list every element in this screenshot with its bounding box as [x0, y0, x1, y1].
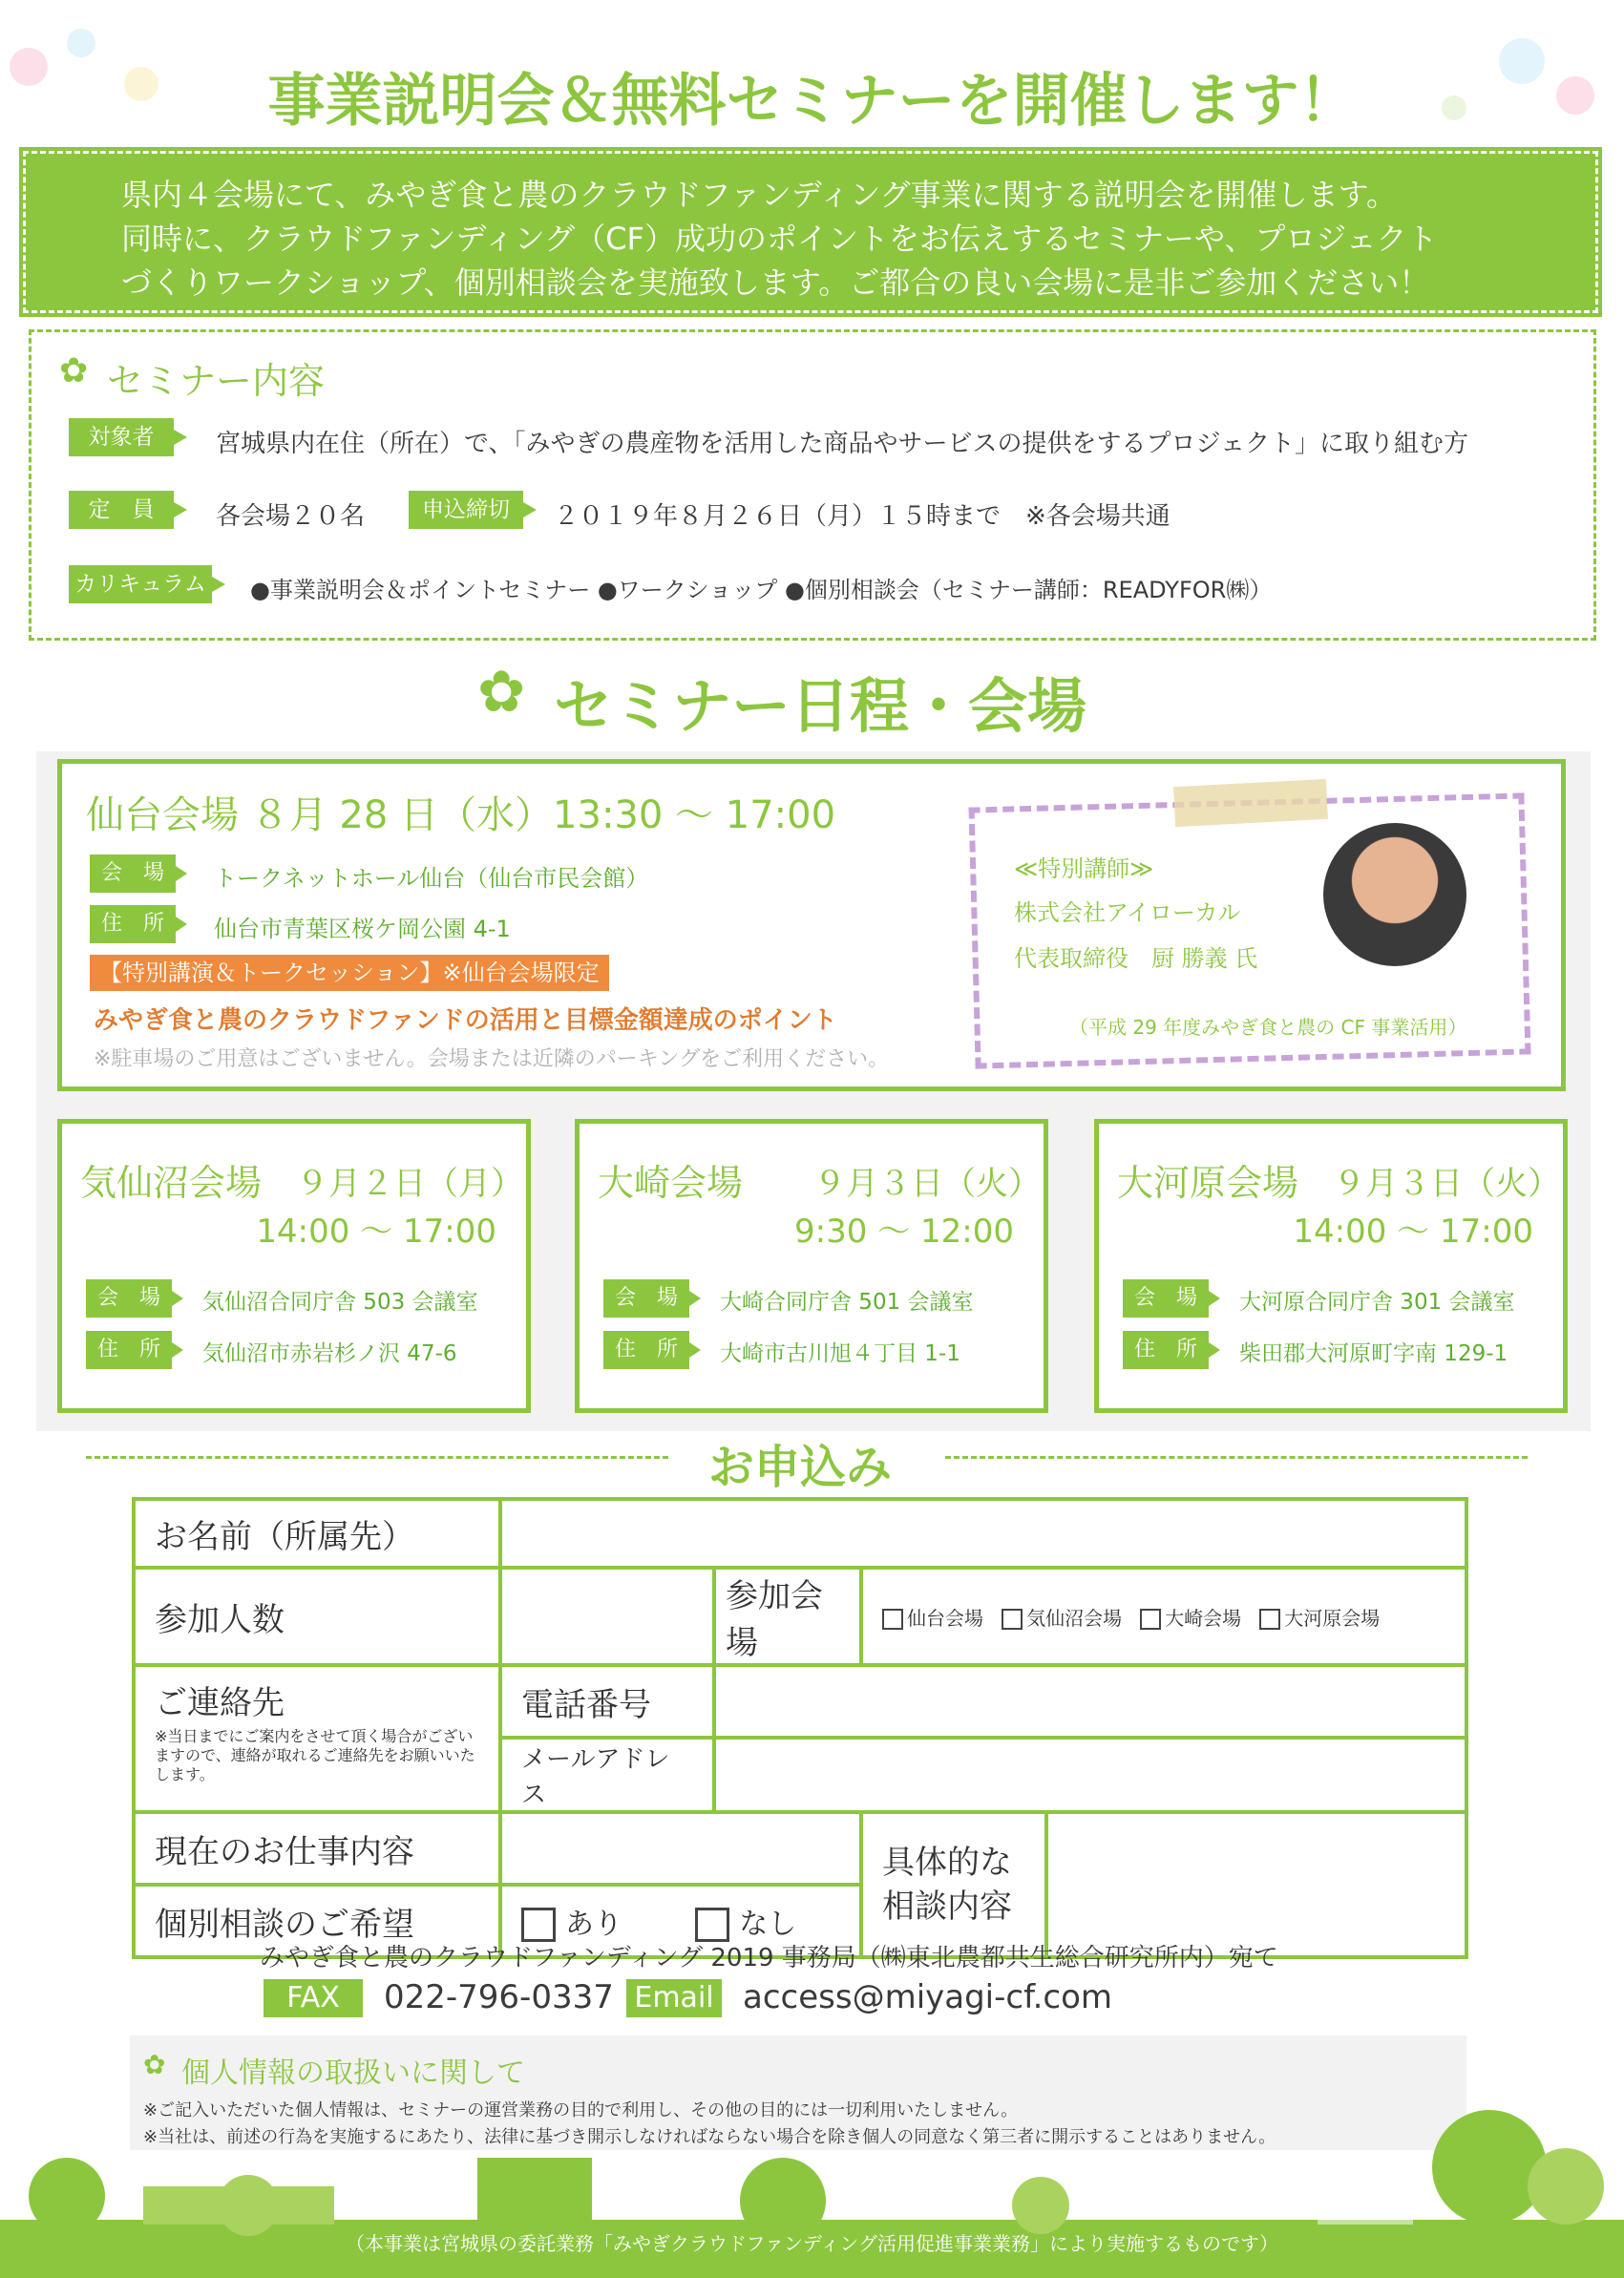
venue-date: ９月２日（月）: [296, 1165, 523, 1203]
details-label-1: 具体的な: [882, 1844, 1012, 1882]
contact-note: ※当日までにご案内をさせて頂く場合がございますので、連絡が取れるご連絡先をお願いいたします。: [155, 1727, 475, 1783]
venue-address: 気仙沼市赤岩杉ノ沢 47-6: [202, 1341, 457, 1366]
venue-hall-label: 会 場: [86, 1279, 172, 1318]
leaf-icon: ✿: [59, 351, 89, 390]
sendai-venue-label: 会 場: [90, 854, 176, 893]
venue-time: 9:30 ～ 12:00: [794, 1213, 1014, 1251]
venue-hall-label: 会 場: [1123, 1279, 1209, 1318]
privacy-heading: 個人情報の取扱いに関して: [181, 2057, 525, 2090]
lecturer-company: 株式会社アイローカル: [1014, 899, 1241, 926]
parking-note: ※駐車場のご用意はございません。会場または近隣のパーキングをご利用ください。: [94, 1047, 890, 1071]
details-label-2: 相談内容: [882, 1888, 1012, 1926]
consult-yes-checkbox[interactable]: あり: [521, 1908, 622, 1941]
name-label: お名前（所属先）: [134, 1499, 500, 1568]
divider-right: [945, 1456, 1528, 1459]
venue-address-label: 住 所: [603, 1331, 689, 1369]
privacy-line-2: ※当社は、前述の行為を実施するにあたり、法律に基づき開示しなければならない場合を除き個人の同意なく第三者に開示することはありません。: [143, 2127, 1276, 2147]
curriculum-text: ●事業説明会＆ポイントセミナー ●ワークショップ ●個別相談会（セミナー講師：READYFOR㈱）: [250, 577, 1273, 603]
venue-date: ９月３日（火）: [813, 1165, 1041, 1203]
venue-name: 大崎会場: [598, 1162, 744, 1204]
consult-no-checkbox[interactable]: なし: [695, 1908, 796, 1941]
lecturer-name: 代表取締役 厨 勝義 氏: [1014, 945, 1258, 972]
contact-label: ご連絡先: [155, 1684, 285, 1722]
capacity-label: 定 員: [69, 491, 174, 529]
venue-hall: 大崎合同庁舎 501 会議室: [720, 1290, 974, 1315]
details-field[interactable]: [1046, 1812, 1466, 1957]
application-heading: お申込み: [708, 1441, 893, 1494]
fax-label: FAX: [264, 1979, 363, 2017]
venue-address-label: 住 所: [86, 1331, 172, 1369]
consult-label: 個別相談のご希望: [134, 1885, 500, 1957]
phone-field[interactable]: [714, 1665, 1466, 1738]
count-field[interactable]: [500, 1568, 714, 1665]
venue-option-ogawara[interactable]: 大河原会場: [1259, 1607, 1380, 1630]
lecturer-title: ≪特別講師≫: [1014, 855, 1154, 882]
office-line: みやぎ食と農のクラウドファンディング 2019 事務局（㈱東北農都共生総合研究所内）宛て: [260, 1944, 1278, 1972]
schedule-heading: セミナー日程・会場: [554, 671, 1087, 741]
job-label: 現在のお仕事内容: [134, 1812, 500, 1885]
intro-line-3: づくりワークショップ、個別相談会を実施致します。ご都合の良い会場に是非ご参加ください！: [121, 264, 1430, 301]
tape-decor: [1173, 779, 1328, 827]
email-label: Email: [626, 1979, 722, 2017]
venue-time: 14:00 ～ 17:00: [1293, 1213, 1533, 1251]
deadline-label: 申込締切: [409, 491, 523, 529]
venue-label: 参加会場: [714, 1568, 861, 1665]
count-label: 参加人数: [134, 1568, 500, 1665]
deadline-text: ２０１９年８月２６日（月）１５時まで ※各会場共通: [554, 502, 1171, 531]
sendai-venue: トークネットホール仙台（仙台市民会館）: [214, 865, 649, 892]
venue-name: 気仙沼会場: [80, 1162, 263, 1204]
intro-box: [23, 151, 1598, 313]
page-title: 事業説明会＆無料セミナーを開催します！: [267, 68, 1357, 135]
venue-option-osaki[interactable]: 大崎会場: [1140, 1607, 1241, 1630]
email-address[interactable]: access@miyagi-cf.com: [743, 1978, 1112, 2016]
venue-time: 14:00 ～ 17:00: [256, 1213, 496, 1251]
venue-name: 大河原会場: [1117, 1162, 1299, 1204]
venue-address: 大崎市古川旭４丁目 1-1: [720, 1341, 960, 1366]
capacity-text: 各会場２０名: [216, 502, 366, 531]
sendai-title: 仙台会場 ８月 28 日（水）13:30 ～ 17:00: [86, 793, 836, 837]
intro-line-1: 県内４会場にて、みやぎ食と農のクラウドファンディング事業に関する説明会を開催します。: [121, 177, 1398, 213]
venue-option-sendai[interactable]: 仙台会場: [882, 1607, 983, 1630]
privacy-line-1: ※ご記入いただいた個人情報は、セミナーの運営業務の目的で利用し、その他の目的には一切利用いたしません。: [143, 2100, 1019, 2120]
curriculum-label: カリキュラム: [69, 565, 212, 603]
footer-note: （本事業は宮城県の委託業務「みやぎクラウドファンディング活用促進事業業務」により実施するものです）: [346, 2232, 1278, 2255]
fax-number[interactable]: 022-796-0337: [384, 1978, 614, 2016]
seminar-heading: セミナー内容: [107, 360, 326, 402]
leaf-icon: ✿: [143, 2049, 166, 2080]
special-tag: 【特別講演＆トークセッション】※仙台会場限定: [90, 955, 609, 991]
details-label: [861, 1812, 1046, 1957]
venue-address: 柴田郡大河原町字南 129-1: [1239, 1341, 1508, 1366]
sendai-address-label: 住 所: [90, 905, 176, 943]
venue-hall: 大河原合同庁舎 301 会議室: [1239, 1290, 1515, 1315]
decor-bubble: [67, 29, 95, 57]
phone-label: 電話番号: [500, 1665, 714, 1738]
venue-hall-label: 会 場: [603, 1279, 689, 1318]
venue-option-kesennuma[interactable]: 気仙沼会場: [1002, 1607, 1122, 1630]
job-field[interactable]: [500, 1812, 861, 1885]
name-field[interactable]: [500, 1499, 1466, 1568]
application-form: [132, 1497, 1468, 1959]
venue-date: ９月３日（火）: [1333, 1165, 1560, 1203]
lecturer-note: （平成 29 年度みやぎ食と農の CF 事業活用）: [1069, 1016, 1467, 1039]
lecturer-photo: [1323, 823, 1466, 966]
email-field[interactable]: [714, 1738, 1466, 1812]
leaf-icon: ✿: [477, 659, 526, 726]
venue-address-label: 住 所: [1123, 1331, 1209, 1369]
target-text: 宮城県内在住（所在）で、「みやぎの農産物を活用した商品やサービスの提供をするプロジェクト」に取り組む方: [216, 430, 1468, 458]
special-title: みやぎ食と農のクラウドファンドの活用と目標金額達成のポイント: [94, 1006, 837, 1035]
venue-hall: 気仙沼合同庁舎 503 会議室: [202, 1290, 478, 1315]
intro-line-2: 同時に、クラウドファンディング（CF）成功のポイントをお伝えするセミナーや、プロジェクト: [121, 221, 1438, 257]
divider-left: [86, 1456, 668, 1459]
target-label: 対象者: [69, 418, 174, 456]
venue-options: [861, 1568, 1466, 1665]
sendai-address: 仙台市青葉区桜ケ岡公園 4-1: [214, 916, 511, 942]
contact-cell: [134, 1665, 500, 1812]
email-field-label: メールアドレス: [500, 1738, 714, 1812]
